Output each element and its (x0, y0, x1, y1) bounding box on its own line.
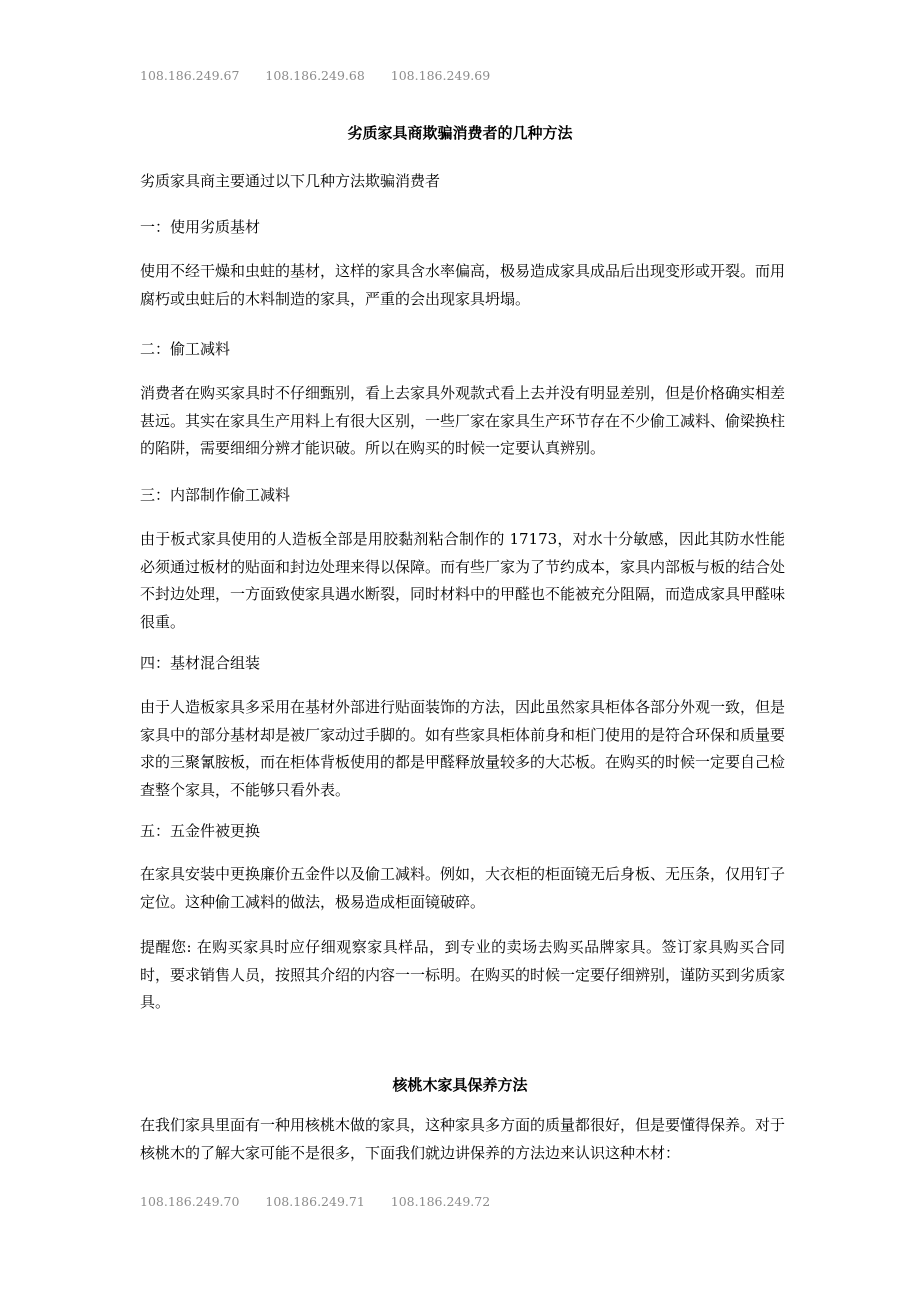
section-heading: 四：基材混合组装 (140, 654, 261, 672)
header-ip: 108.186.249.68 (265, 68, 365, 83)
footer-ip: 108.186.249.70 (140, 1194, 240, 1209)
section-body: 由于板式家具使用的人造板全部是用胶黏剂粘合制作的 17173，对水十分敏感，因此其防水性能必须通过板材的贴面和封边处理来得以保障。而有些厂家为了节约成本，家具内部板与板的结合处不封边处理，一方面致使家具遇水断裂，同时材料中的甲醛也不能被充分阻隔，而造成家具甲醛味很重。 (140, 530, 786, 631)
article1-title: 劣质家具商欺骗消费者的几种方法 (347, 124, 573, 142)
section-heading: 二：偷工减料 (140, 340, 231, 358)
section-heading: 一：使用劣质基材 (140, 218, 261, 236)
article2-title: 核桃木家具保养方法 (392, 1076, 528, 1094)
footer-ip: 108.186.249.71 (265, 1194, 365, 1209)
section-heading: 三：内部制作偷工减料 (140, 486, 291, 504)
footer-ip-list (140, 1194, 512, 1209)
article2-body: 在我们家具里面有一种用核桃木做的家具，这种家具多方面的质量都很好，但是要懂得保养。对于核桃木的了解大家可能不是很多，下面我们就边讲保养的方法边来认识这种木材： (140, 1116, 786, 1162)
section-heading: 五：五金件被更换 (140, 822, 261, 840)
section-body: 消费者在购买家具时不仔细甄别，看上去家具外观款式看上去并没有明显差别，但是价格确实相差甚远。其实在家具生产用料上有很大区别，一些厂家在家具生产环节存在不少偷工减料、偷梁换柱的陷阱，需要细细分辨才能识破。所以在购买的时候一定要认真辨别。 (140, 384, 786, 457)
section-body: 使用不经干燥和虫蛀的基材，这样的家具含水率偏高，极易造成家具成品后出现变形或开裂。而用腐朽或虫蛀后的木料制造的家具，严重的会出现家具坍塌。 (140, 262, 786, 308)
header-ip: 108.186.249.67 (140, 68, 240, 83)
article1-intro: 劣质家具商主要通过以下几种方法欺骗消费者 (140, 172, 441, 190)
header-ip: 108.186.249.69 (390, 68, 491, 83)
section-body: 由于人造板家具多采用在基材外部进行贴面装饰的方法，因此虽然家具柜体各部分外观一致，但是家具中的部分基材却是被厂家动过手脚的。如有些家具柜体前身和柜门使用的是符合环保和质量要求的三聚氰胺板，而在柜体背板使用的都是甲醛释放量较多的大芯板。在购买的时候一定要自己检查整个家具，不能够只看外表。 (140, 698, 786, 799)
footer-ip: 108.186.249.72 (390, 1194, 491, 1209)
reminder-paragraph: 提醒您: 在购买家具时应仔细观察家具样品，到专业的卖场去购买品牌家具。签订家具购买合同时，要求销售人员，按照其介绍的内容一一标明。在购买的时候一定要仔细辨别，谨防买到劣质家具。 (140, 938, 786, 1011)
section-body: 在家具安装中更换廉价五金件以及偷工减料。例如，大衣柜的柜面镜无后身板、无压条，仅用钉子定位。这种偷工减料的做法，极易造成柜面镜破碎。 (140, 865, 786, 911)
header-ip-list (140, 68, 512, 83)
